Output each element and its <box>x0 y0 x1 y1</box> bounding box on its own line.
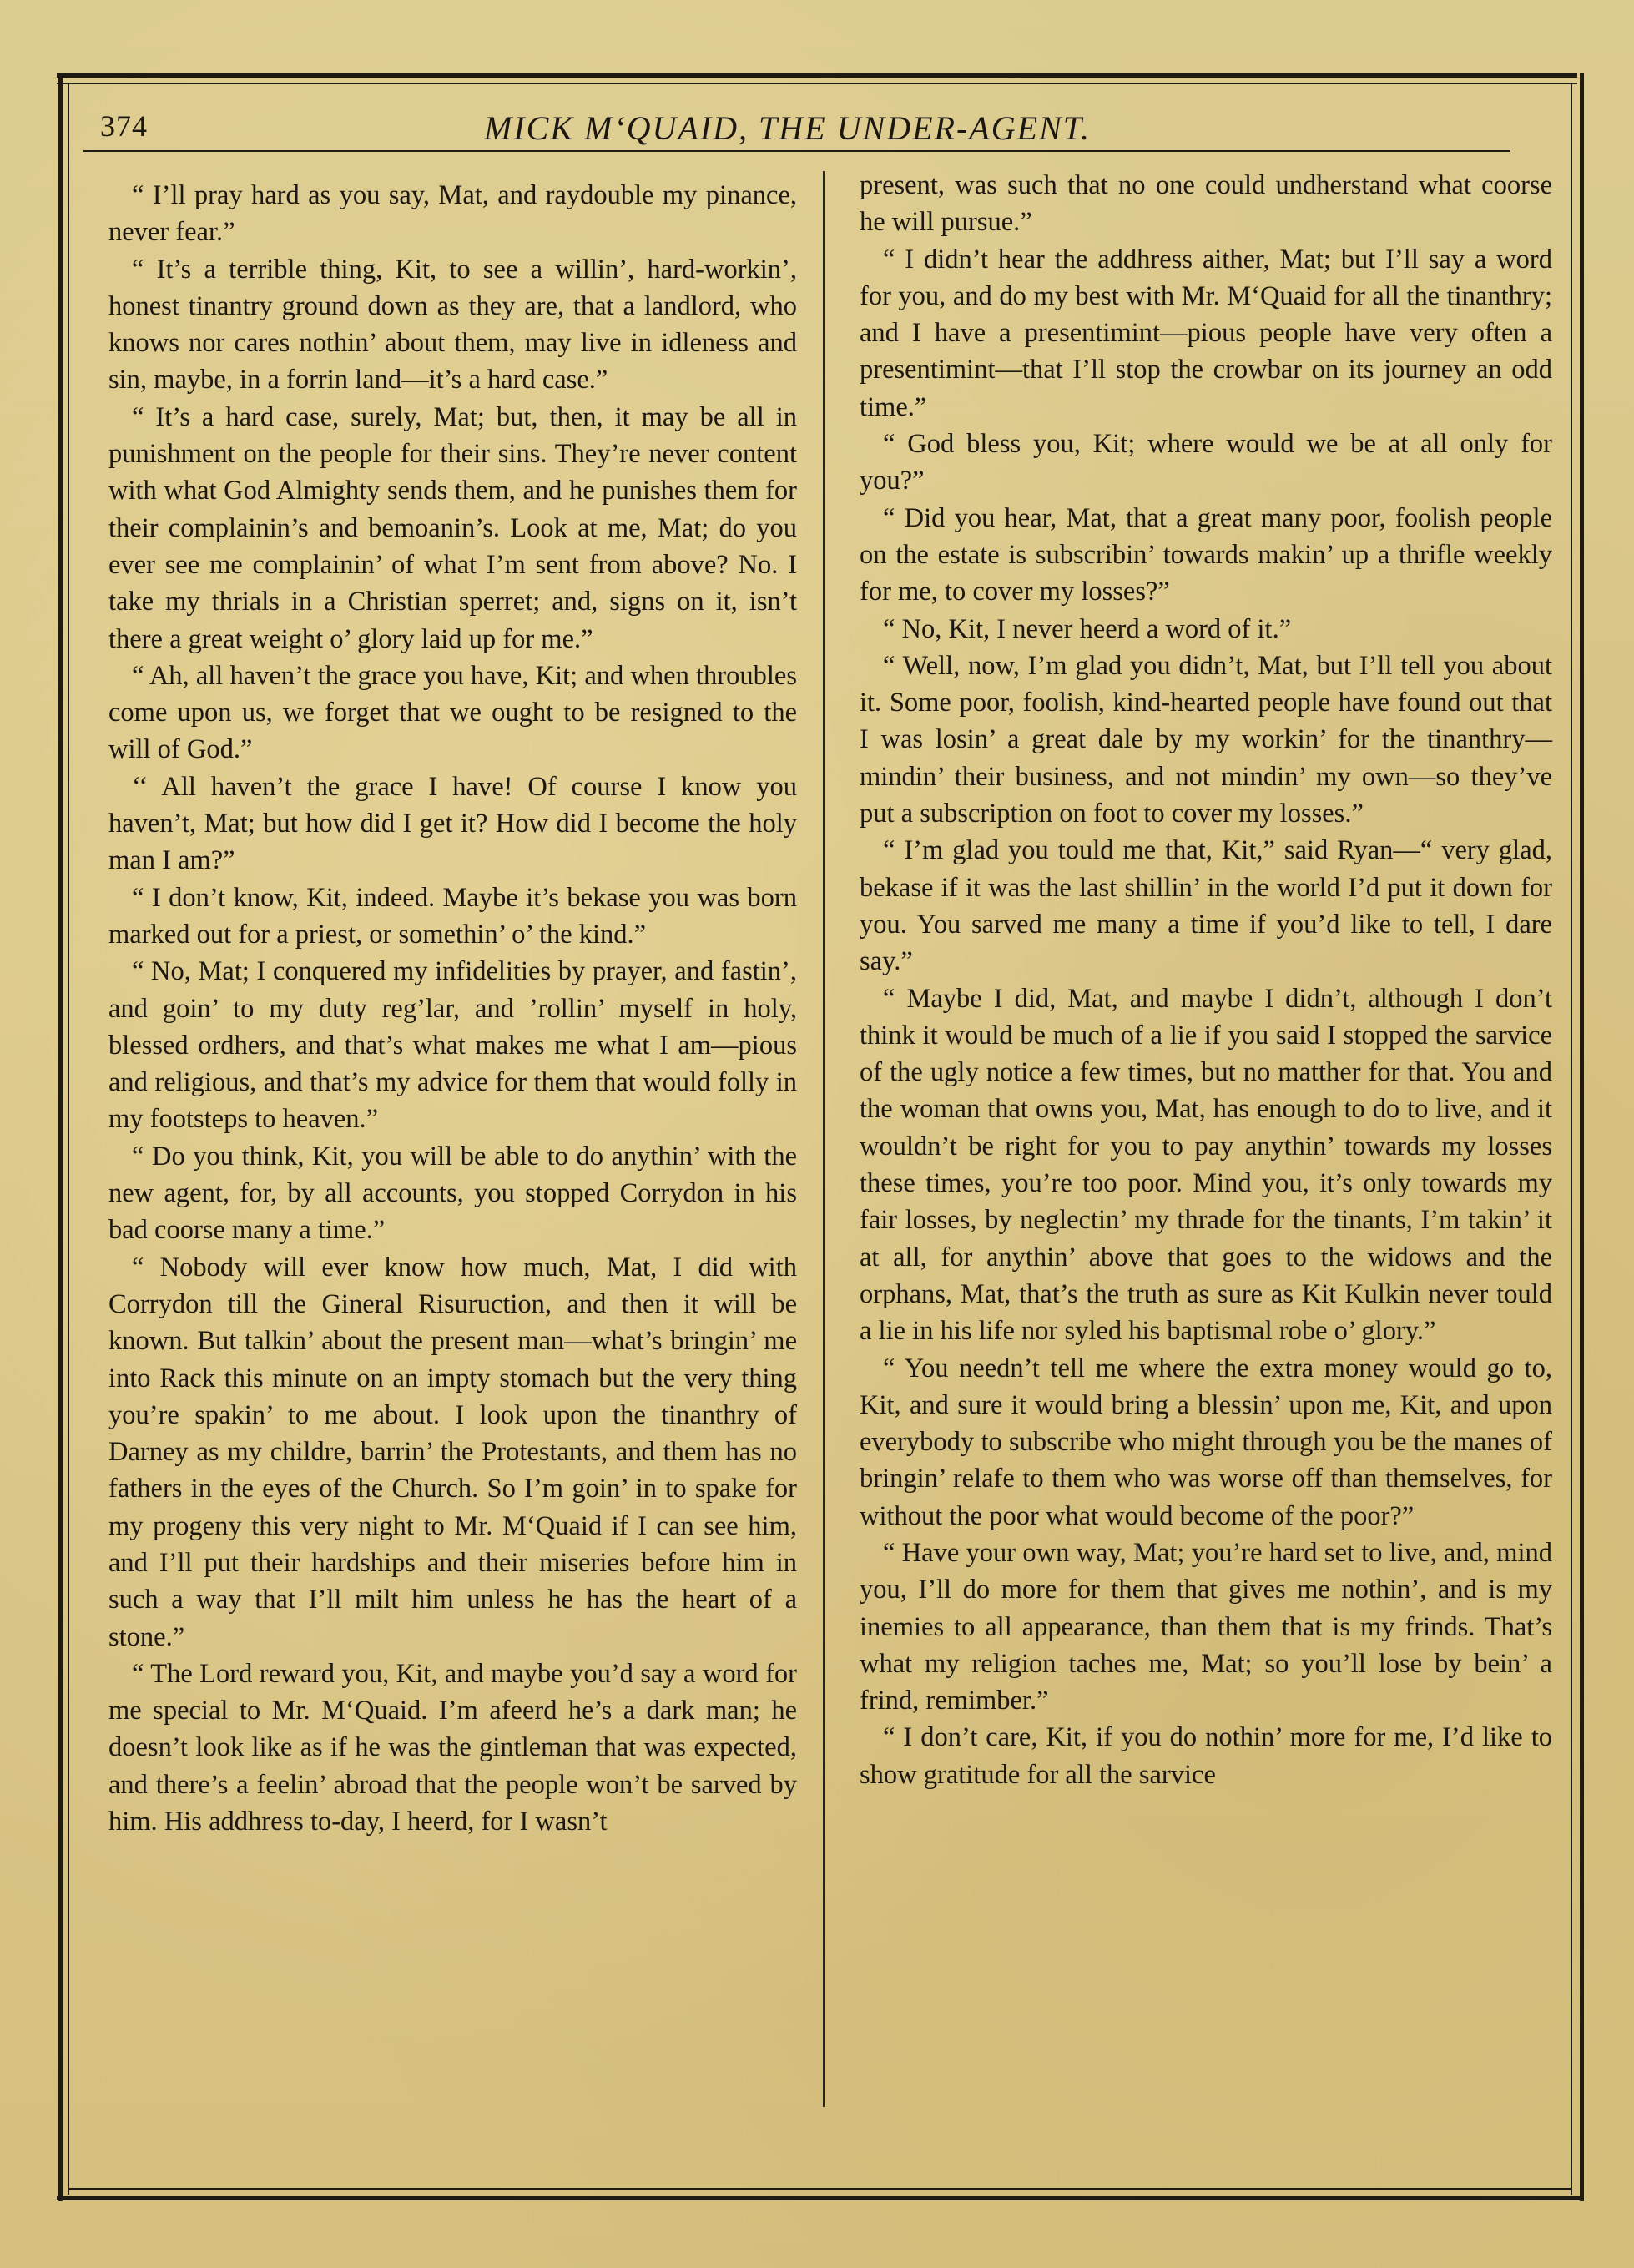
paragraph: “ Nobody will ever know how much, Mat, I did with Corrydon till the Gineral Risuruction, and then it will be known. But talkin’ about the present man—what’s bringin’ me into Rack this minute on an impty stomach but the very thing you’re spakin’ to me about. I look upon the tinanthry of Darney as my childre, barrin’ the Protestants, and them has no fathers in the eyes of the Church. So I’m goin’ in to spake for my progeny this very night to Mr. M‘Quaid if I can see him, and I’ll put their hardships and their miseries before him in such a way that I’ll milt him unless he has the heart of a stone.” <box>108 1252 797 1652</box>
left-border-rule-thin <box>68 83 69 2195</box>
left-column <box>108 177 797 1840</box>
paragraph: “ It’s a hard case, surely, Mat; but, then, it may be all in punishment on the people for their sins. They’re never content with what God Almighty sends them, and he punishes them for their complainin’s and bemoanin’s. Look at me, Mat; do you ever see me complainin’ of what I’m sent from above? No. I take my thrials in a Christian sperret; and, signs on it, isn’t there a great weight o’ glory laid up for me.” <box>108 401 797 654</box>
paragraph: “ Ah, all haven’t the grace you have, Kit; and when throubles come upon us, we forget that we ought to be resigned to the will of God.” <box>108 660 797 765</box>
paragraph: “ I’m glad you tould me that, Kit,” said Ryan—“ very glad, bekase if it was the last shillin’ in the world I’d put it down for you. You sarved me many a time if you’d like to tell, I dare say.” <box>860 835 1552 977</box>
paragraph-continued: present, was such that no one could undherstand what coorse he will pursue.” <box>860 170 1552 238</box>
bottom-border-rule <box>57 2196 1584 2200</box>
paragraph: “ I don’t know, Kit, indeed. Maybe it’s bekase you was born marked out for a priest, or somethin’ o’ the kind.” <box>108 882 797 950</box>
paragraph: “ You needn’t tell me where the extra money would go to, Kit, and sure it would bring a blessin’ upon me, Kit, and upon everybody to subscribe who might through you be the manes of bringin’ relafe to them who was worse off than themselves, for without the poor what would become of the poor?” <box>860 1353 1552 1531</box>
paragraph: “ No, Mat; I conquered my infidelities by prayer, and fastin’, and goin’ to my duty reg’lar, and ’rollin’ myself in holy, blessed ordhers, and that’s what makes me what I am—pious and religious, and that’s my advice for them that would folly in my footsteps to heaven.” <box>108 956 797 1135</box>
top-border-rule <box>57 73 1577 78</box>
paragraph: “ I’ll pray hard as you say, Mat, and raydouble my pinance, never fear.” <box>108 180 797 248</box>
right-border-rule <box>1580 73 1584 2201</box>
top-border-rule-thin <box>57 83 1577 84</box>
page-header <box>83 107 1569 157</box>
paragraph: “ Have your own way, Mat; you’re hard set to live, and, mind you, I’ll do more for them that gives me nothin’, and is my inemies to all appearance, than them that is my frinds. That’s what my religion taches me, Mat; so you’ll lose by bein’ a frind, remimber.” <box>860 1537 1552 1716</box>
paragraph: “ Maybe I did, Mat, and maybe I didn’t, although I don’t think it would be much of a lie if you said I stopped the sarvice of the ugly notice a few times, but no matther for that. You and the woman that owns you, Mat, has enough to do to live, and it wouldn’t be right for you to pay anythin’ towards my losses these times, you’re too poor. Mind you, it’s only towards my fair losses, by neglectin’ my thrade for the tinants, I’m takin’ it at all, for anythin’ above that goes to the widows and the orphans, Mat, that’s the truth as sure as Kit Kulkin never tould a lie in his life nor syled his baptismal robe o’ glory.” <box>860 983 1552 1347</box>
paragraph: “ I don’t care, Kit, if you do nothin’ more for me, I’d like to show gratitude for all the sarvice <box>860 1722 1552 1790</box>
paragraph: “ It’s a terrible thing, Kit, to see a willin’, hard-workin’, honest tinantry ground down as they are, that a landlord, who knows nor cares nothin’ about them, may live in idleness and sin, maybe, in a forrin land—it’s a hard case.” <box>108 254 797 396</box>
paragraph: “ Do you think, Kit, you will be able to do anythin’ with the new agent, for, by all accounts, you stopped Corrydon in his bad coorse many a time.” <box>108 1141 797 1246</box>
paragraph: ‘‘ All haven’t the grace I have! Of course I know you haven’t, Mat; but how did I get it? How did I become the holy man I am?” <box>108 771 797 876</box>
right-column <box>860 167 1552 1793</box>
paragraph: “ The Lord reward you, Kit, and maybe you’d say a word for me special to Mr. M‘Quaid. I’m afeerd he’s a dark man; he doesn’t look like as if he was the gintleman that was expected, and there’s a feelin’ abroad that the people won’t be sarved by him. His addhress to-day, I heerd, for I wasn’t <box>108 1658 797 1837</box>
running-head: MICK M‘QUAID, THE UNDER-AGENT. <box>484 109 1091 147</box>
paragraph: “ Did you hear, Mat, that a great many poor, foolish people on the estate is subscribin’ towards makin’ up a thrifle weekly for me, to cover my losses?” <box>860 502 1552 607</box>
bottom-border-rule-thin <box>68 2188 1572 2190</box>
header-rule <box>83 150 1510 152</box>
paragraph: “ I didn’t hear the addhress aither, Mat; but I’ll say a word for you, and do my best with Mr. M‘Quaid for all the tinanthry; and I have a presentimint—pious people have very often a presentimint—that I’ll stop the crowbar on its journey an odd time.” <box>860 244 1552 422</box>
left-border-rule <box>58 73 63 2201</box>
paragraph: “ No, Kit, I never heerd a word of it.” <box>883 613 1292 644</box>
column-divider <box>823 171 825 2107</box>
paragraph: “ God bless you, Kit; where would we be at all only for you?” <box>860 429 1552 496</box>
right-border-rule-thin <box>1571 83 1572 2195</box>
paragraph: “ Well, now, I’m glad you didn’t, Mat, but I’ll tell you about it. Some poor, foolish, kind-hearted people have found out that I was losin’ a great dale by my workin’ for the tinanthry—mindin’ their business, and not mindin’ my own—so they’ve put a subscription on foot to cover my losses.” <box>860 650 1552 829</box>
page-number: 374 <box>100 109 148 143</box>
